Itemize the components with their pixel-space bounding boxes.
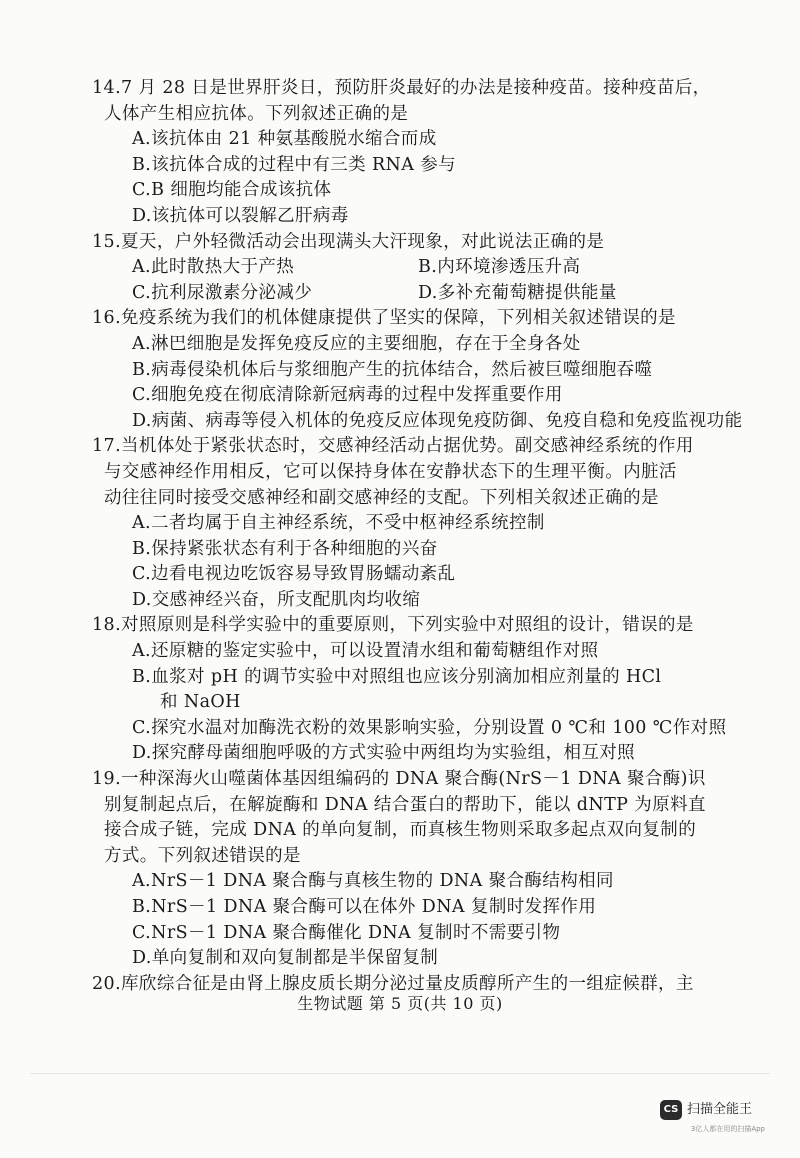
answer-option-row	[104, 255, 704, 281]
answer-option: C.B 细胞均能合成该抗体	[132, 180, 332, 201]
answer-option: D.病菌、病毒等侵入机体的免疫反应体现免疫防御、免疫自稳和免疫监视功能	[132, 410, 743, 431]
answer-option-continued: 和 NaOH	[160, 692, 241, 713]
answer-option: C.抗利尿激素分泌减少	[132, 282, 313, 303]
question-stem: 15.夏天，户外轻微活动会出现满头大汗现象，对此说法正确的是	[92, 231, 605, 252]
divider	[30, 1073, 770, 1074]
answer-option: B.血浆对 pH 的调节实验中对照组也应该分别滴加相应剂量的 HCl	[132, 666, 662, 687]
watermark-tagline: 3亿人都在用的扫描App	[690, 1125, 765, 1133]
question-block	[92, 306, 743, 434]
answer-option: B.保持紧张状态有利于各种细胞的兴奋	[132, 538, 438, 559]
question-stem-continued: 方式。下列叙述错误的是	[104, 845, 301, 866]
question-block	[92, 434, 704, 613]
answer-option: B.该抗体合成的过程中有三类 RNA 参与	[132, 154, 457, 175]
question-stem: 14.7 月 28 日是世界肝炎日，预防肝炎最好的办法是接种疫苗。接种疫苗后，	[92, 78, 711, 98]
answer-option-row	[104, 281, 704, 307]
question-stem: 20.库欣综合征是由肾上腺皮质长期分泌过量皮质醇所产生的一组症候群，主	[92, 973, 694, 994]
camscanner-logo-icon: CS	[660, 1100, 682, 1120]
answer-option: D.探究酵母菌细胞呼吸的方式实验中两组均为实验组，相互对照	[132, 743, 636, 764]
answer-option: D.该抗体可以裂解乙肝病毒	[132, 205, 349, 226]
question-list	[92, 76, 743, 997]
question-block	[92, 613, 727, 767]
answer-option: C.NrS－1 DNA 聚合酶催化 DNA 复制时不需要引物	[132, 922, 561, 943]
answer-option: A.还原糖的鉴定实验中，可以设置清水组和葡萄糖组作对照	[132, 641, 599, 662]
answer-option: A.此时散热大于产热	[132, 257, 295, 278]
question-stem-continued: 别复制起点后，在解旋酶和 DNA 结合蛋白的帮助下，能以 dNTP 为原料直	[104, 794, 706, 815]
answer-option: D.多补充葡萄糖提供能量	[418, 282, 617, 303]
question-stem-continued: 接合成子链，完成 DNA 的单向复制，而真核生物则采取多起点双向复制的	[104, 820, 697, 841]
answer-option: D.单向复制和双向复制都是半保留复制	[132, 948, 439, 969]
question-stem: 18.对照原则是科学实验中的重要原则，下列实验中对照组的设计，错误的是	[92, 615, 694, 636]
question-stem-continued: 动往往同时接受交感神经和副交感神经的支配。下列相关叙述正确的是	[104, 487, 659, 508]
question-stem-continued: 与交感神经作用相反，它可以保持身体在安静状态下的生理平衡。内脏活	[104, 461, 677, 482]
answer-option: B.病毒侵染机体后与浆细胞产生的抗体结合，然后被巨噬细胞吞噬	[132, 359, 653, 380]
question-block	[92, 230, 704, 307]
question-stem: 16.免疫系统为我们的机体健康提供了坚实的保障，下列相关叙述错误的是	[92, 308, 676, 329]
watermark-name: 扫描全能王	[687, 1102, 753, 1117]
question-block	[92, 76, 711, 230]
answer-option: B.NrS－1 DNA 聚合酶可以在体外 DNA 复制时发挥作用	[132, 897, 597, 917]
scanner-watermark	[660, 1098, 790, 1138]
answer-option: C.探究水温对加酶洗衣粉的效果影响实验，分别设置 0 ℃和 100 ℃作对照	[132, 717, 727, 738]
answer-option: A.二者均属于自主神经系统，不受中枢神经系统控制	[132, 513, 545, 534]
answer-option: D.交感神经兴奋，所支配肌肉均收缩	[132, 589, 421, 610]
answer-option: C.细胞免疫在彻底清除新冠病毒的过程中发挥重要作用	[132, 385, 563, 406]
answer-option: A.该抗体由 21 种氨基酸脱水缩合而成	[132, 129, 437, 150]
page-footer: 生物试题 第 5 页(共 10 页)	[297, 994, 503, 1013]
answer-option: B.内环境渗透压升高	[418, 257, 581, 278]
question-stem: 19.一种深海火山噬菌体基因组编码的 DNA 聚合酶(NrS－1 DNA 聚合酶)识	[92, 769, 706, 790]
question-stem-continued: 人体产生相应抗体。下列叙述正确的是	[104, 103, 409, 124]
answer-option: C.边看电视边吃饭容易导致胃肠蠕动紊乱	[132, 564, 456, 585]
question-block	[92, 767, 706, 972]
question-stem: 17.当机体处于紧张状态时，交感神经活动占据优势。副交感神经系统的作用	[92, 436, 694, 457]
answer-option: A.NrS－1 DNA 聚合酶与真核生物的 DNA 聚合酶结构相同	[132, 871, 614, 892]
answer-option: A.淋巴细胞是发挥免疫反应的主要细胞，存在于全身各处	[132, 333, 581, 354]
